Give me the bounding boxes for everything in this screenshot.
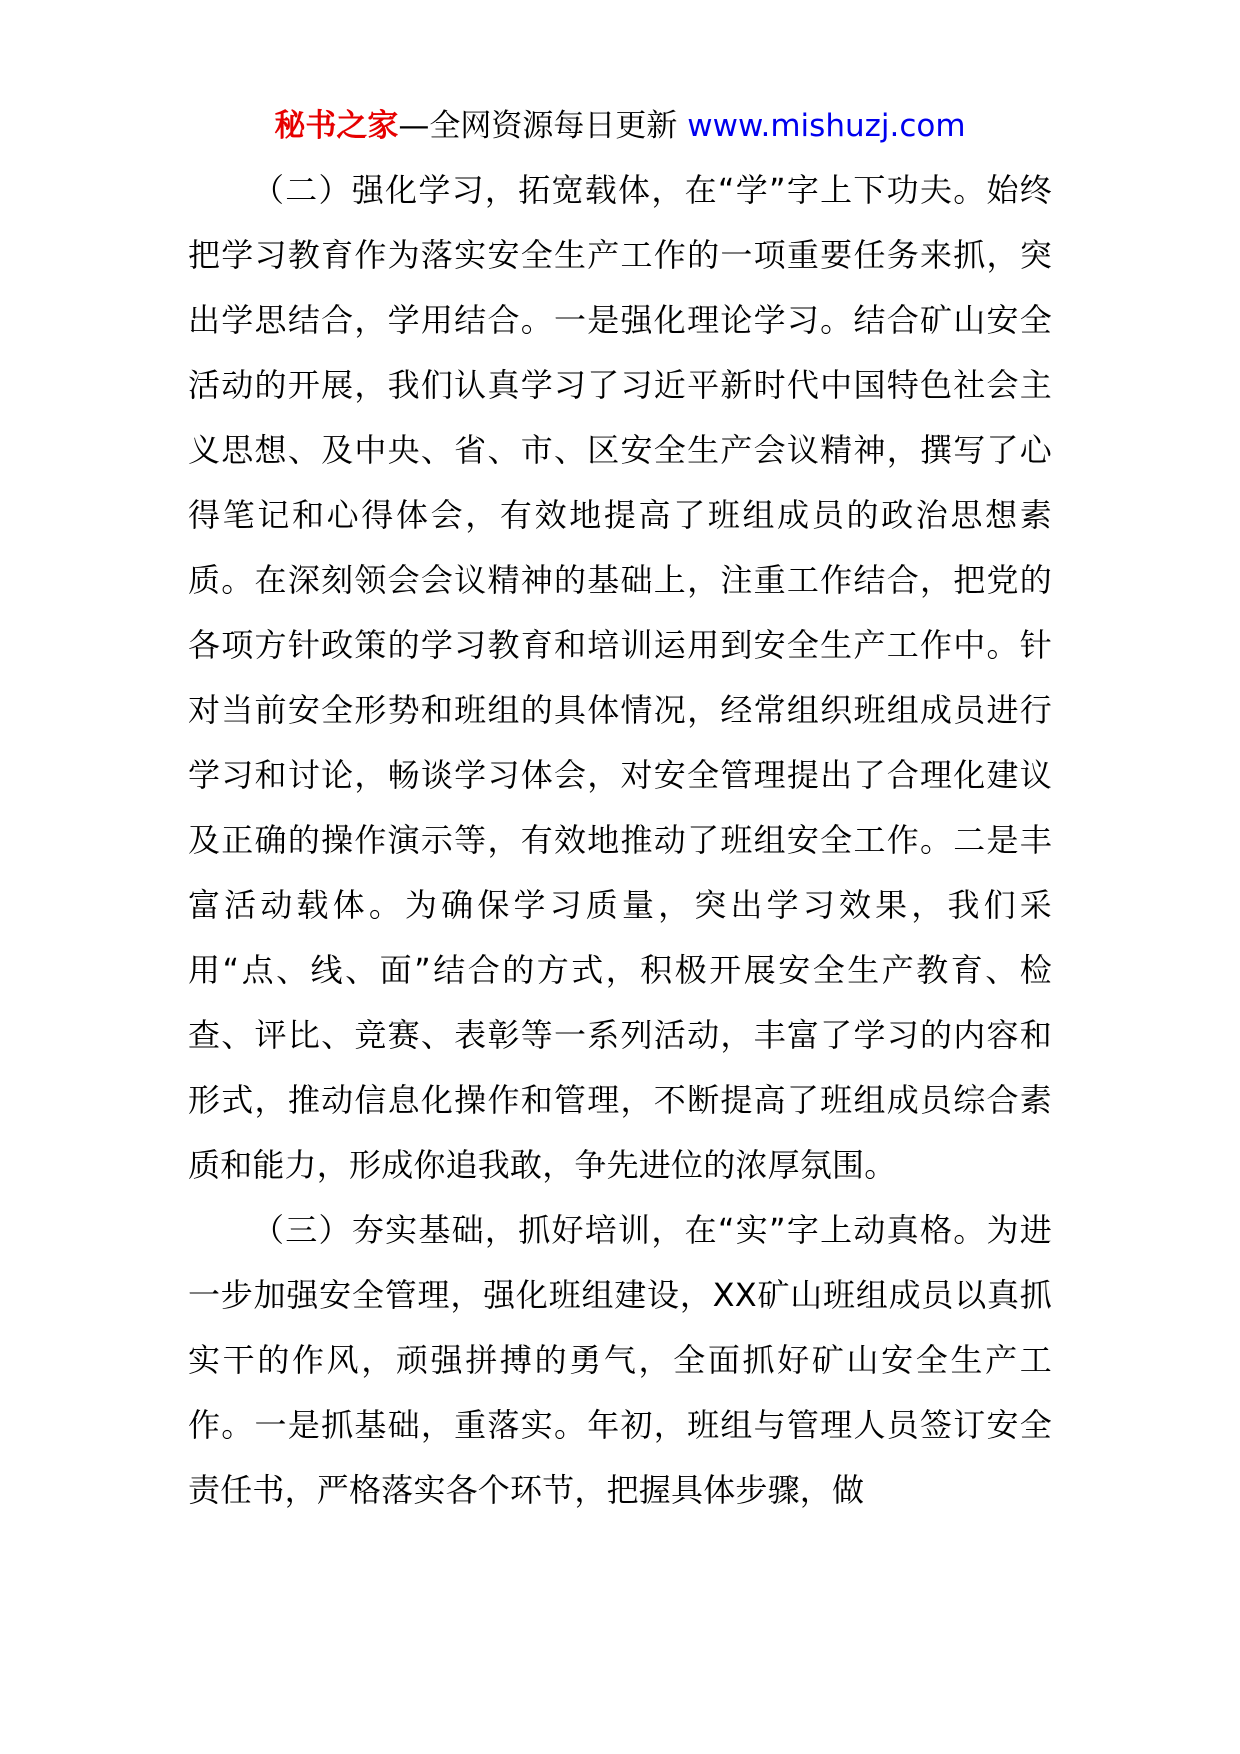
document-body: [188, 158, 1052, 1523]
header-tagline: —全网资源每日更新: [398, 108, 688, 144]
header-brand: 秘书之家: [274, 108, 399, 144]
paragraph-learning: （二）强化学习，拓宽载体，在“学”字上下功夫。始终把学习教育作为落实安全生产工作的一项重要任务来抓，突出学思结合，学用结合。一是强化理论学习。结合矿山安全活动的开展，我们认真学习了习近平新时代中国特色社会主义思想、及中央、省、市、区安全生产会议精神，撰写了心得笔记和心得体会，有效地提高了班组成员的政治思想素质。在深刻领会会议精神的基础上，注重工作结合，把党的各项方针政策的学习教育和培训运用到安全生产工作中。针对当前安全形势和班组的具体情况，经常组织班组成员进行学习和讨论，畅谈学习体会，对安全管理提出了合理化建议及正确的操作演示等，有效地推动了班组安全工作。二是丰富活动载体。为确保学习质量，突出学习效果，我们采用“点、线、面”结合的方式，积极开展安全生产教育、检查、评比、竞赛、表彰等一系列活动，丰富了学习的内容和形式，推动信息化操作和管理，不断提高了班组成员综合素质和能力，形成你追我敢，争先进位的浓厚氛围。: [188, 171, 1052, 1184]
paragraph-foundation: （三）夯实基础，抓好培训，在“实”字上动真格。为进一步加强安全管理，强化班组建设，XX矿山班组成员以真抓实干的作风，顽强拼搏的勇气，全面抓好矿山安全生产工作。一是抓基础，重落实。年初，班组与管理人员签订安全责任书，严格落实各个环节，把握具体步骤，做: [188, 1211, 1052, 1509]
header-site-link[interactable]: www.mishuzj.com: [687, 108, 966, 144]
page-header: [0, 104, 1240, 148]
